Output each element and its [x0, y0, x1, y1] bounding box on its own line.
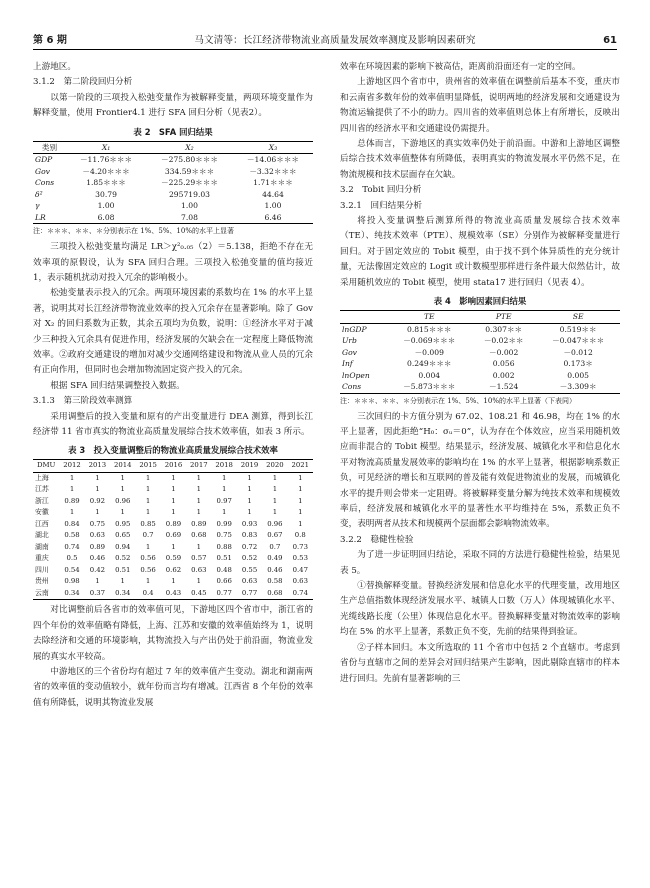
table-header-cell: 2016 — [161, 460, 186, 473]
section-heading: 3.1.3 第三阶段效率测算 — [33, 396, 133, 407]
table-cell: 1 — [298, 519, 303, 528]
table-cell: 0.98 — [64, 577, 80, 586]
table-cell: 0.63 — [241, 577, 258, 586]
table-cell: 0.51 — [115, 565, 131, 574]
table-cell: －11.76＊＊＊ — [79, 155, 133, 165]
table-cell: 0.63 — [89, 531, 106, 540]
table-cell: 0.73 — [292, 542, 308, 551]
table-cell: 0.002 — [492, 370, 515, 380]
table-cell: 1.00 — [97, 201, 115, 211]
table-cell: 0.307＊＊ — [485, 324, 523, 334]
table-cell: Cons — [35, 178, 55, 188]
paragraph: 上游地区。 — [33, 62, 76, 72]
table-cell: 6.46 — [233, 212, 313, 224]
table-cell: 0.7 — [142, 531, 154, 540]
table-2 — [33, 141, 313, 225]
table-header-cell: 类别 — [33, 141, 66, 154]
table-cell: 贵州 — [35, 577, 49, 586]
paragraph: 三次回归的卡方值分别为 67.02、108.21 和 46.98，均在 1% 的水平上显著，因此拒绝“H₀：σᵤ＝0”，认为存在个体效应，应当采用随机效应而非混合的 Tobit 模型。结果显示，经济发展、城镇化水平和信息化水平对物流高质量发展效率的影响均在 1% 的水平上显著，根据影响系数正负，可见经济的增长和互联网的普及能有效促进物流业的发展，而城镇化水平的提升则会带来一定阻碍。将被解释变量分解为纯技术效率和规模效率后，经济发展和城镇化水平的显著性水平均维持在 5%，系数正负不变，表明两者从技术和规模两个层面都会影响物流效率。 — [340, 411, 620, 530]
table-cell: 0.75 — [216, 531, 232, 540]
table-cell: 0.4 — [135, 588, 160, 600]
table-cell: lnGDP — [342, 324, 367, 334]
table-header-cell: 2020 — [262, 460, 287, 473]
table-cell: 1 — [272, 508, 278, 517]
table-cell: 1 — [272, 485, 278, 494]
table-cell: 1 — [171, 508, 176, 517]
table-cell: 0.89 — [165, 519, 182, 528]
table-cell: 云南 — [33, 588, 59, 600]
table-cell: 1 — [120, 508, 125, 517]
table-cell: 1 — [171, 496, 176, 505]
table-cell: 0.72 — [241, 542, 258, 551]
table-header-cell: SE — [536, 311, 620, 324]
table-cell: 1.00 — [181, 201, 198, 211]
paragraph: 上游地区四个省市中，贵州省的效率值在调整前后基本不变，重庆市和云南省多数年份的效率值明显降低，说明两地的经济发展和交通建设为物流运输提供了不小的助力。四川省的效率值则总体上有所增长，反映出四川省的经济水平和交通建设仍需提升。 — [340, 77, 620, 134]
table-cell: 1 — [69, 508, 75, 517]
table-cell: 0.815＊＊＊ — [406, 324, 452, 334]
table-cell: 44.64 — [262, 189, 284, 199]
table-cell: 0.56 — [140, 565, 156, 574]
table-cell: 1 — [196, 485, 202, 494]
issue-number: 第 6 期 — [33, 35, 67, 46]
table-header-cell: X₁ — [66, 141, 146, 154]
table-cell: 0.5 — [66, 554, 78, 563]
table-cell: 0.77 — [212, 588, 237, 600]
table-cell: 1 — [145, 473, 151, 482]
table-cell: 1 — [196, 542, 202, 551]
table-cell: 0.55 — [241, 565, 258, 574]
table-row — [33, 212, 313, 224]
page-number: 61 — [603, 35, 617, 46]
table-cell: 0.54 — [64, 565, 80, 574]
table-row — [340, 323, 620, 335]
left-column — [33, 60, 313, 711]
table-cell: 江西 — [35, 519, 49, 528]
table-cell: －0.069＊＊＊ — [403, 336, 456, 346]
table-cell: 0.65 — [115, 531, 131, 540]
table-cell: 湖北 — [35, 531, 49, 540]
table-header-cell: 2019 — [237, 460, 262, 473]
section-heading: 3.2.1 回归结果分析 — [340, 200, 423, 211]
table-2-title: 表 2 SFA 回归结果 — [133, 126, 213, 137]
table-cell: 0.173＊ — [563, 359, 593, 369]
table-cell: 1 — [69, 485, 75, 494]
paragraph: ②子样本回归。本文所选取的 11 个省市中包括 2 个直辖市。考虑到省份与直辖市之间的差异会对回归结果产生影响，因此剔除直辖市的样本进行回归。先前有显著影响的三 — [340, 642, 620, 684]
header-rule — [33, 49, 617, 50]
table-4-title: 表 4 影响因素回归结果 — [433, 296, 527, 307]
table-cell: 1 — [120, 485, 125, 494]
table-cell: 7.08 — [146, 212, 233, 224]
table-header-cell — [340, 311, 387, 324]
table-cell: 0.58 — [64, 531, 80, 540]
table-header-cell: X₃ — [233, 141, 313, 154]
table-row — [33, 507, 313, 519]
table-header-cell: 2015 — [135, 460, 160, 473]
table-row — [33, 189, 313, 201]
table-cell: 0.77 — [237, 588, 262, 600]
table-cell: 1 — [196, 496, 202, 505]
table-row — [340, 370, 620, 382]
table-cell: 0.74 — [64, 542, 80, 551]
table-row — [33, 519, 313, 531]
table-header-cell: DMU — [33, 460, 59, 473]
table-cell: 295719.03 — [168, 189, 211, 199]
table-cell: 1 — [171, 577, 176, 586]
table-cell: －3.309＊ — [536, 381, 620, 393]
table-cell: 1 — [95, 485, 100, 494]
table-row — [33, 177, 313, 189]
table-row — [33, 553, 313, 565]
table-cell: 1 — [272, 473, 278, 482]
table-row — [33, 588, 313, 600]
table-cell: 1 — [247, 496, 252, 505]
paragraph: 效率在环境因素的影响下被高估，距离前沿面还有一定的空间。 — [340, 62, 581, 72]
table-cell: Urb — [342, 336, 357, 346]
table-cell: 1 — [120, 473, 125, 482]
table-cell: 1 — [69, 473, 75, 482]
table-cell: 0.056 — [492, 359, 515, 369]
table-cell: 0.96 — [267, 519, 283, 528]
table-cell: －275.80＊＊＊ — [161, 155, 218, 165]
table-cell: 0.519＊＊ — [559, 324, 597, 334]
table-cell: 湖南 — [35, 542, 49, 551]
table-cell: 1 — [196, 473, 202, 482]
table-cell: －0.002 — [489, 347, 519, 357]
table-header-cell: 2013 — [85, 460, 110, 473]
table-4 — [340, 310, 620, 394]
paragraph: 松弛变量表示投入的冗余。两项环境因素的系数均在 1% 的水平上显著，说明其对长江经济带物流业效率的投入冗余存在显著影响。除了 Gov 对 X₂ 的回归系数为正数，其余五项均为负数，说明：①经济水平对于减少三种投入冗余具有促进作用，经济发展的欠缺会在一定程度上降低物流效率。②政府交通建设的增加对减少交通网络建设和物流从业人员的冗余有正向作用，但同时也会增加物流固定资产投入的冗余。 — [33, 288, 313, 376]
table-cell: 0.63 — [292, 577, 308, 586]
table-cell: 1 — [247, 485, 252, 494]
table-row — [33, 542, 313, 554]
table-cell: 浙江 — [35, 496, 49, 505]
table-cell: 1 — [221, 473, 227, 482]
table-cell: 上海 — [35, 473, 49, 482]
table-cell: 1 — [145, 485, 151, 494]
table-cell: 0.66 — [216, 577, 232, 586]
table-cell: 1 — [196, 508, 202, 517]
table-cell: 1 — [221, 508, 227, 517]
table-cell: 0.52 — [115, 554, 131, 563]
table-cell: 0.74 — [288, 588, 313, 600]
table-cell: 0.34 — [110, 588, 135, 600]
table-cell: 0.57 — [191, 554, 207, 563]
table-cell: 0.99 — [216, 519, 232, 528]
table-cell: 1 — [120, 577, 125, 586]
table-cell: 0.46 — [267, 565, 283, 574]
table-header-cell: 2018 — [212, 460, 237, 473]
table-cell: 0.43 — [161, 588, 186, 600]
table-cell: 1 — [95, 577, 100, 586]
table-cell: 1 — [298, 508, 303, 517]
table-row — [33, 200, 313, 212]
table-cell: 安徽 — [35, 508, 49, 517]
table-row — [340, 347, 620, 359]
table-cell: Cons — [340, 381, 387, 393]
table-cell: 0.46 — [89, 554, 106, 563]
table-cell: 0.45 — [186, 588, 211, 600]
table-cell: 0.37 — [85, 588, 110, 600]
table-cell: 1 — [95, 508, 100, 517]
table-cell: 0.47 — [292, 565, 308, 574]
table-cell: 0.62 — [165, 565, 182, 574]
table-cell: 1 — [298, 496, 303, 505]
table-cell: 0.75 — [89, 519, 106, 528]
table-cell: 0.96 — [115, 496, 131, 505]
table-row — [340, 381, 620, 393]
table-row — [33, 472, 313, 484]
table-cell: 0.88 — [216, 542, 232, 551]
table-cell: lnOpen — [342, 370, 370, 380]
table-cell: 1 — [171, 542, 176, 551]
table-cell: 江苏 — [35, 485, 49, 494]
paragraph: 根据 SFA 回归结果调整投入数据。 — [50, 380, 185, 391]
paragraph: 总体而言，下游地区的真实效率仍处于前沿面。中游和上游地区调整后综合技术效率值整体有所降低，表明真实的物流发展水平仍然不足，在物流规模和技术层面存在欠缺。 — [340, 139, 620, 180]
table-cell: 0.004 — [418, 370, 441, 380]
table-cell: －5.873＊＊＊ — [387, 381, 471, 393]
table-cell: 1 — [145, 542, 151, 551]
table-cell: 0.005 — [567, 370, 589, 380]
table-3-title: 表 3 投入变量调整后的物流业高质量发展综合技术效率 — [68, 445, 278, 456]
table-header-cell: 2014 — [110, 460, 135, 473]
table-cell: 1 — [272, 496, 278, 505]
table-cell: δ² — [35, 189, 43, 199]
table-cell: －3.32＊＊＊ — [249, 166, 297, 176]
paragraph: 对比调整前后各省市的效率值可见，下游地区四个省市中，浙江省的四个年份的效率值略有降低，上海、江苏和安徽的效率值始终为 1，说明去除经济和交通的环境影响，其物流投入与产出仍处于前沿面，物流业发展的真实水平较高。 — [33, 605, 313, 662]
table-cell: 0.58 — [267, 577, 283, 586]
table-row — [340, 358, 620, 370]
table-cell: 0.249＊＊＊ — [406, 359, 452, 369]
table-cell: 0.89 — [64, 496, 80, 505]
page-header — [33, 22, 617, 46]
table-cell: －14.06＊＊＊ — [246, 155, 300, 165]
table-cell: 1 — [298, 485, 303, 494]
table-cell: 0.89 — [89, 542, 106, 551]
table-cell: 0.48 — [216, 565, 232, 574]
table-cell: 1 — [145, 496, 151, 505]
table-cell: 1 — [221, 485, 227, 494]
table-row — [340, 335, 620, 347]
table-cell: 0.49 — [267, 554, 283, 563]
table-cell: 0.97 — [216, 496, 232, 505]
table-cell: LR — [33, 212, 66, 224]
table-cell: 1 — [95, 473, 100, 482]
table-cell: 1 — [145, 577, 151, 586]
table-cell: 1 — [145, 508, 151, 517]
table-cell: 0.94 — [115, 542, 131, 551]
table-cell: 重庆 — [35, 554, 49, 563]
table-cell: 1 — [247, 473, 252, 482]
table-cell: 1 — [298, 473, 303, 482]
table-cell: 1 — [171, 485, 176, 494]
table-header-cell: 2021 — [288, 460, 313, 473]
table-cell: 0.67 — [267, 531, 283, 540]
table-cell: 0.89 — [191, 519, 207, 528]
table-cell: Gov — [35, 166, 50, 176]
table-row — [33, 576, 313, 588]
table-cell: 0.69 — [165, 531, 182, 540]
table-cell: 0.85 — [140, 519, 156, 528]
table-cell: 0.53 — [292, 554, 308, 563]
table-cell: 0.51 — [216, 554, 232, 563]
table-cell: －0.012 — [563, 347, 593, 357]
table-cell: 1 — [196, 577, 202, 586]
table-cell: 30.79 — [95, 189, 117, 199]
right-column — [340, 60, 620, 687]
table-cell: 0.56 — [140, 554, 156, 563]
table-3 — [33, 459, 313, 600]
table-cell: Inf — [342, 359, 353, 369]
table-cell: －1.524 — [471, 381, 536, 393]
table-cell: 0.68 — [262, 588, 287, 600]
paragraph: 采用调整后的投入变量和原有的产出变量进行 DEA 测算，得到长江经济带 11 省市真实的物流业高质量发展综合技术效率值，如表 3 所示。 — [33, 411, 313, 437]
table-row — [33, 154, 313, 166]
paragraph: 三项投入松弛变量均满足 LR＞χ²₀.₀₅（2）＝5.138，拒绝不存在无效率项的原假设，认为 SFA 回归合理。三项投入松弛变量的值均接近 1，表示随机扰动对投入冗余的影响极小。 — [33, 242, 313, 283]
section-heading: 3.2.2 稳健性检验 — [340, 534, 414, 545]
table-cell: 0.92 — [89, 496, 106, 505]
table-cell: 0.95 — [115, 519, 131, 528]
table-2-note: 注：＊＊＊、＊＊、＊分别表示在 1%、5%、10%的水平上显著 — [33, 227, 234, 236]
table-header-cell: X₂ — [146, 141, 233, 154]
table-cell: 0.7 — [269, 542, 281, 551]
table-cell: 1 — [247, 508, 252, 517]
table-cell: 1 — [171, 473, 176, 482]
table-cell: GDP — [35, 155, 53, 165]
table-cell: γ — [35, 201, 40, 211]
table-cell: －4.20＊＊＊ — [82, 166, 130, 176]
table-cell: 0.68 — [191, 531, 207, 540]
paragraph: 以第一阶段的三项投入松弛变量作为被解释变量，两项环境变量作为解释变量，使用 Frontier4.1 进行 SFA 回归分析（见表2）。 — [33, 92, 313, 119]
paragraph: ①替换解释变量。替换经济发展和信息化水平的代理变量，改用地区生产总值指数体现经济发展水平、城镇人口数（万人）体现城镇化水平、光缆线路长度（公里）体现信息化水平。替换解释变量对物流效率的影响均在 5% 的水平上显著，系数正负不变，先前的结果得到验证。 — [340, 581, 620, 638]
table-cell: 0.52 — [241, 554, 258, 563]
table-row — [33, 484, 313, 496]
table-row — [33, 565, 313, 577]
paragraph: 中游地区的三个省份均有超过 7 年的效率值产生变动。湖北和湖南两省的效率值的变动值较小，就年份而言均有增减。江西省 8 个年份的效率值有所降低，说明其物流业发展 — [33, 667, 313, 708]
table-cell: －225.29＊＊＊ — [161, 178, 218, 188]
table-cell: 0.83 — [241, 531, 258, 540]
section-heading: 3.1.2 第二阶段回归分析 — [33, 77, 133, 88]
section-heading: 3.2 Tobit 回归分析 — [340, 185, 422, 196]
table-row — [33, 530, 313, 542]
table-header-cell: 2012 — [59, 460, 84, 473]
table-cell: 1.00 — [264, 201, 282, 211]
table-header-cell: PTE — [471, 311, 536, 324]
table-cell: 0.34 — [59, 588, 84, 600]
table-cell: 334.59＊＊＊ — [164, 166, 215, 176]
table-cell: －0.02＊＊ — [483, 336, 524, 346]
table-cell: 0.84 — [64, 519, 80, 528]
table-cell: －0.047＊＊＊ — [552, 336, 605, 346]
table-4-note: 注：＊＊＊、＊＊、＊分别表示在 1%、5%、10%的水平上显著（下表同） — [340, 396, 576, 405]
table-cell: 0.59 — [165, 554, 182, 563]
table-cell: 1.71＊＊＊ — [253, 178, 293, 188]
table-cell: 0.8 — [294, 531, 306, 540]
table-cell: 6.08 — [66, 212, 146, 224]
table-cell: 四川 — [35, 565, 49, 574]
running-title: 马文清等：长江经济带物流业高质量发展效率测度及影响因素研究 — [194, 35, 476, 46]
table-cell: 0.42 — [89, 565, 106, 574]
table-header-cell: TE — [387, 311, 471, 324]
table-row — [33, 496, 313, 508]
table-row — [33, 166, 313, 178]
table-cell: 1.85＊＊＊ — [86, 178, 126, 188]
paragraph: 将投入变量调整后测算所得的物流业高质量发展综合技术效率（TE）、纯技术效率（PTE）、规模效率（SE）分别作为被解释变量进行回归。对于固定效应的 Tobit 模型，由于找不到个体异质性的充分统计量，无法像固定效应的 Logit 或计数模型那样进行条件最大似然估计，故采用随机效应的 Tobit 模型，使用 stata17 进行回归（见表 4）。 — [340, 216, 620, 288]
table-cell: 0.63 — [191, 565, 207, 574]
table-cell: 0.93 — [241, 519, 258, 528]
table-cell: －0.009 — [414, 347, 444, 357]
table-cell: Gov — [342, 347, 357, 357]
table-header-cell: 2017 — [186, 460, 211, 473]
paragraph: 为了进一步证明回归结论，采取不同的方法进行稳健性检验，结果见表 5。 — [340, 550, 620, 576]
